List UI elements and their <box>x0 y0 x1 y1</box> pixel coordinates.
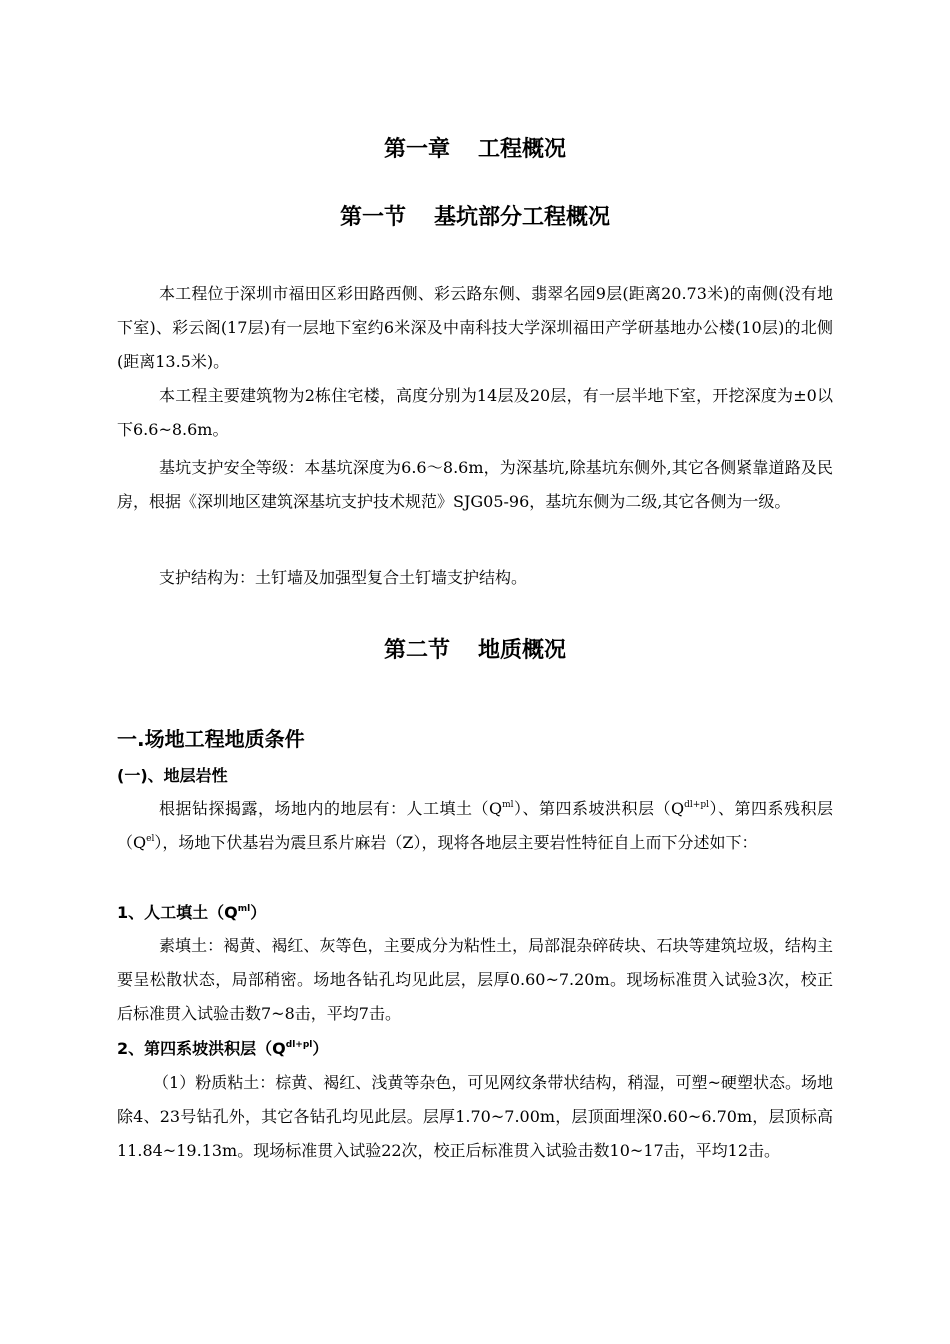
section2-number: 第二节 <box>383 638 450 663</box>
section1-paragraph-location: 本工程位于深圳市福田区彩田路西侧、彩云路东侧、翡翠名园9层(距离20.73米)的南侧(没有地下室)、彩云阁(17层)有一层地下室约6米深及中南科技大学深圳福田产学研基地办公楼(10层)的北侧(距离13.5米)。 <box>117 284 833 371</box>
chapter-title <box>0 132 950 163</box>
section1-paragraph-support-structure: 支护结构为：土钉墙及加强型复合土钉墙支护结构。 <box>159 568 528 587</box>
section1-paragraph-buildings: 本工程主要建筑物为2栋住宅楼，高度分别为14层及20层，有一层半地下室，开挖深度为±0以下6.6~8.6m。 <box>117 386 833 439</box>
section1-title <box>0 200 950 231</box>
section2-title-text: 地质概况 <box>478 638 567 663</box>
layer2-paragraph: （1）粉质粘土：棕黄、褐红、浅黄等杂色，可见网纹条带状结构，稍湿，可塑~硬塑状态。场地除4、23号钻孔外，其它各钻孔均见此层。层厚1.70~7.00m，层顶面埋深0.60~6.70m，层顶标高11.84~19.13m。现场标准贯入试验22次，校正后标准贯入试验击数10~17击，平均12击。 <box>117 1073 833 1160</box>
sub-a-title: (一)、地层岩性 <box>117 766 228 785</box>
layer1-title: 1、人工填土$(Q^{ml})$ <box>117 903 267 922</box>
subsection1-title: 一.场地工程地质条件 <box>117 727 305 751</box>
layer1-paragraph: 素填土：褐黄、褐红、灰等色，主要成分为粘性土，局部混杂碎砖块、石块等建筑垃圾，结构主要呈松散状态，局部稍密。场地各钻孔均见此层，层厚0.60~7.20m。现场标准贯入试验3次，校正后标准贯入试验击数7~8击，平均7击。 <box>117 936 833 1023</box>
layer2-title: 2、第四系坡洪积层$(Q^{dl+pl})$ <box>117 1039 329 1058</box>
alluvial-symbol-sup: dl+pl <box>684 800 709 810</box>
chapter-title-text: 工程概况 <box>478 137 567 162</box>
chapter-number: 第一章 <box>383 137 450 162</box>
section1-title-text: 基坑部分工程概况 <box>434 205 611 230</box>
strata-intro-paragraph: 根据钻探揭露，场地内的地层有：人工填土$(Q^{ml})$、第四系坡洪积层$(Q^{dl+pl})$、第四系残积层$(Q^{el})$，场地下伏基岩为震旦系片麻岩（Z），现将各地层主要岩性特征自上而下分述如下： <box>117 799 833 852</box>
section2-title <box>0 633 950 664</box>
section1-number: 第一节 <box>339 205 406 230</box>
fill-symbol-sup: ml <box>502 800 514 810</box>
residual-symbol-sup: el <box>146 834 155 844</box>
section1-paragraph-safety-grade: 基坑支护安全等级：本基坑深度为6.6～8.6m，为深基坑,除基坑东侧外,其它各侧紧靠道路及民房，根据《深圳地区建筑深基坑支护技术规范》SJG05-96，基坑东侧为二级,其它各侧为一级。 <box>117 458 833 511</box>
